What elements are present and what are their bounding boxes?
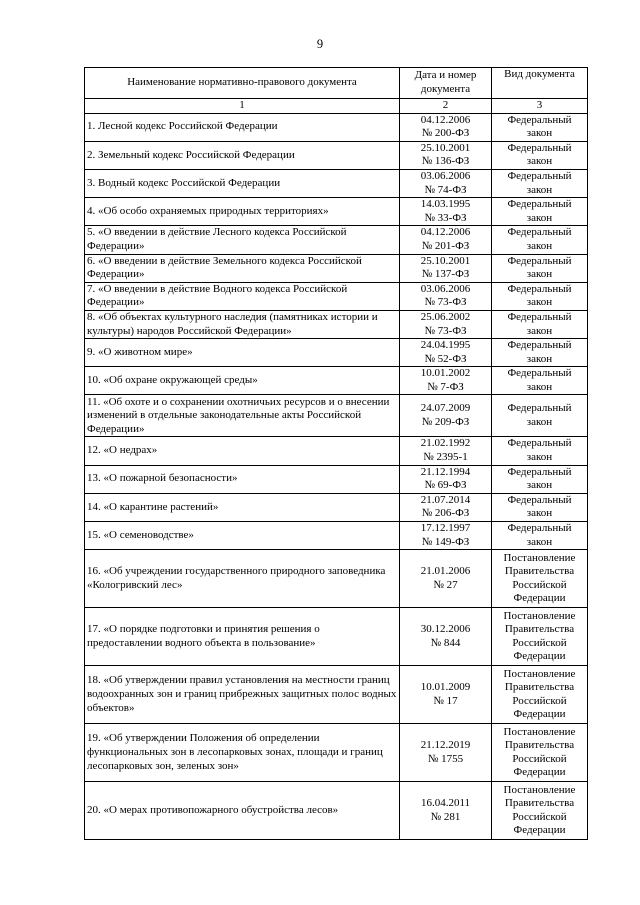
- document-kind: [492, 198, 588, 226]
- table-row: [85, 282, 588, 310]
- document-date: 25.06.2002: [420, 310, 471, 323]
- document-kind-line: закон: [526, 451, 553, 464]
- document-date-number: [400, 310, 492, 338]
- document-name: 12. «О недрах»: [85, 437, 400, 465]
- document-kind: [492, 437, 588, 465]
- document-date-number: [400, 666, 492, 724]
- document-kind-line: Российской: [512, 636, 567, 649]
- table-row: [85, 226, 588, 254]
- document-kind-line: Федерации: [513, 766, 566, 779]
- document-date: 24.04.1995: [420, 339, 471, 352]
- document-kind-line: Федеральный: [507, 113, 572, 126]
- table-row: [85, 437, 588, 465]
- document-date: 04.12.2006: [420, 226, 471, 239]
- document-date: 03.06.2006: [420, 169, 471, 182]
- document-date: 04.12.2006: [420, 113, 471, 126]
- document-date: 10.01.2009: [420, 681, 471, 694]
- document-date-number: [400, 782, 492, 840]
- document-number: № 69-ФЗ: [424, 479, 467, 492]
- document-kind: [492, 608, 588, 666]
- document-date-number: [400, 395, 492, 437]
- document-date: 14.03.1995: [420, 198, 471, 211]
- document-kind-line: закон: [526, 479, 553, 492]
- document-name: 13. «О пожарной безопасности»: [85, 465, 400, 493]
- document-number: № 209-ФЗ: [421, 415, 470, 428]
- header-document-kind: Вид документа: [492, 68, 588, 99]
- document-kind-line: Постановление: [503, 551, 576, 564]
- document-kind-line: Федеральный: [507, 437, 572, 450]
- document-kind-line: закон: [526, 183, 553, 196]
- table-row: [85, 782, 588, 840]
- document-date-number: [400, 608, 492, 666]
- document-date-number: [400, 437, 492, 465]
- document-date-number: [400, 493, 492, 521]
- document-date: 03.06.2006: [420, 282, 471, 295]
- document-kind: [492, 493, 588, 521]
- document-date-number: [400, 724, 492, 782]
- document-kind-line: Федеральный: [507, 522, 572, 535]
- document-name: 17. «О порядке подготовки и принятия решения о предоставлении водного объекта в пользование»: [85, 608, 400, 666]
- document-name: 14. «О карантине растений»: [85, 493, 400, 521]
- table-row: [85, 339, 588, 367]
- document-kind: [492, 367, 588, 395]
- document-kind-line: Правительства: [504, 623, 575, 636]
- document-kind-line: Федеральный: [507, 402, 572, 415]
- document-kind-line: закон: [526, 211, 553, 224]
- document-number: № 52-ФЗ: [424, 352, 467, 365]
- document-number: № 73-ФЗ: [424, 324, 467, 337]
- header-document-name: Наименование нормативно-правового документа: [85, 68, 400, 99]
- document-kind-line: закон: [526, 268, 553, 281]
- document-name: 4. «Об особо охраняемых природных территориях»: [85, 198, 400, 226]
- document-date-number: [400, 367, 492, 395]
- table-row: [85, 493, 588, 521]
- document-number: № 137-ФЗ: [421, 268, 470, 281]
- page-number: 9: [316, 37, 324, 51]
- legal-documents-table: [84, 67, 588, 840]
- document-kind-line: Федеральный: [507, 310, 572, 323]
- document-name: 6. «О введении в действие Земельного кодекса Российской Федерации»: [85, 254, 400, 282]
- table-row: [85, 608, 588, 666]
- document-name: 19. «Об утверждении Положения об определении функциональных зон в лесопарковых зонах, площади и границ лесопарковых зон, зеленых зон»: [85, 724, 400, 782]
- document-kind-line: закон: [526, 352, 553, 365]
- document-name: 7. «О введении в действие Водного кодекса Российской Федерации»: [85, 282, 400, 310]
- document-kind: [492, 339, 588, 367]
- document-kind: [492, 666, 588, 724]
- document-kind-line: Федеральный: [507, 339, 572, 352]
- document-kind: [492, 522, 588, 550]
- table-row: [85, 254, 588, 282]
- document-kind-line: Постановление: [503, 725, 576, 738]
- document-date-number: [400, 169, 492, 197]
- document-kind-line: закон: [526, 239, 553, 252]
- document-kind: [492, 395, 588, 437]
- document-date: 30.12.2006: [420, 623, 471, 636]
- document-number: № 7-ФЗ: [427, 380, 464, 393]
- document-kind-line: Федеральный: [507, 465, 572, 478]
- document-kind-line: закон: [526, 296, 553, 309]
- document-kind-line: Правительства: [504, 739, 575, 752]
- document-kind-line: Российской: [512, 810, 567, 823]
- table-row: [85, 550, 588, 608]
- document-date: 21.02.1992: [420, 437, 471, 450]
- document-date: 21.07.2014: [420, 493, 471, 506]
- document-kind: [492, 141, 588, 169]
- document-number: № 844: [430, 636, 461, 649]
- document-name: 9. «О животном мире»: [85, 339, 400, 367]
- document-kind-line: Российской: [512, 578, 567, 591]
- document-date-number: [400, 282, 492, 310]
- table-row: [85, 465, 588, 493]
- document-kind: [492, 113, 588, 141]
- document-kind: [492, 310, 588, 338]
- document-date: 16.04.2011: [420, 797, 471, 810]
- document-kind: [492, 254, 588, 282]
- document-date-number: [400, 226, 492, 254]
- document-kind-line: Федеральный: [507, 169, 572, 182]
- document-kind: [492, 226, 588, 254]
- document-kind-line: Постановление: [503, 667, 576, 680]
- document-kind-line: Постановление: [503, 609, 576, 622]
- document-kind-line: Правительства: [504, 797, 575, 810]
- document-date-number: [400, 339, 492, 367]
- document-number: № 206-ФЗ: [421, 507, 470, 520]
- document-name: 15. «О семеноводстве»: [85, 522, 400, 550]
- document-kind: [492, 465, 588, 493]
- document-kind-line: закон: [526, 155, 553, 168]
- column-number: 1: [85, 99, 400, 114]
- table-row: [85, 724, 588, 782]
- document-kind: [492, 782, 588, 840]
- document-kind-line: закон: [526, 415, 553, 428]
- table-header-row: [85, 68, 588, 99]
- document-number: № 136-ФЗ: [421, 155, 470, 168]
- table-row: [85, 169, 588, 197]
- document-date-number: [400, 254, 492, 282]
- document-name: 3. Водный кодекс Российской Федерации: [85, 169, 400, 197]
- table-row: [85, 367, 588, 395]
- document-kind-line: закон: [526, 324, 553, 337]
- document-name: 2. Земельный кодекс Российской Федерации: [85, 141, 400, 169]
- document-kind-line: Федерации: [513, 592, 566, 605]
- document-kind-line: Правительства: [504, 565, 575, 578]
- document-name: 11. «Об охоте и о сохранении охотничьих ресурсов и о внесении изменений в отдельные законодательные акты Российской Федерации»: [85, 395, 400, 437]
- table-row: [85, 113, 588, 141]
- document-kind-line: Федеральный: [507, 282, 572, 295]
- document-date: 21.12.1994: [420, 465, 471, 478]
- document-number: № 74-ФЗ: [424, 183, 467, 196]
- document-number: № 17: [433, 694, 458, 707]
- document-kind-line: Федеральный: [507, 198, 572, 211]
- document-name: 8. «Об объектах культурного наследия (памятниках истории и культуры) народов Российской Федерации»: [85, 310, 400, 338]
- table-row: [85, 395, 588, 437]
- table-row: [85, 310, 588, 338]
- document-kind: [492, 550, 588, 608]
- column-number: 3: [492, 99, 588, 114]
- document-name: 1. Лесной кодекс Российской Федерации: [85, 113, 400, 141]
- document-number: № 201-ФЗ: [421, 239, 470, 252]
- document-kind-line: закон: [526, 380, 553, 393]
- document-kind-line: Постановление: [503, 783, 576, 796]
- document-number: № 2395-1: [423, 451, 468, 464]
- header-date-number: Дата и номер документа: [400, 68, 492, 99]
- table-row: [85, 198, 588, 226]
- document-name: 20. «О мерах противопожарного обустройства лесов»: [85, 782, 400, 840]
- document-kind: [492, 169, 588, 197]
- document-number: № 33-ФЗ: [424, 211, 467, 224]
- document-number: № 200-ФЗ: [421, 127, 470, 140]
- document-name: 10. «Об охране окружающей среды»: [85, 367, 400, 395]
- document-number: № 27: [433, 578, 458, 591]
- document-kind-line: Федерации: [513, 650, 566, 663]
- document-number: № 281: [430, 810, 461, 823]
- document-name: 16. «Об учреждении государственного природного заповедника «Кологривский лес»: [85, 550, 400, 608]
- document-kind-line: закон: [526, 535, 553, 548]
- document-kind-line: закон: [526, 507, 553, 520]
- document-date-number: [400, 198, 492, 226]
- table-row: [85, 666, 588, 724]
- document-date: 17.12.1997: [420, 522, 471, 535]
- document-kind-line: Федеральный: [507, 367, 572, 380]
- document-date: 25.10.2001: [420, 254, 471, 267]
- table-row: [85, 141, 588, 169]
- document-number: № 149-ФЗ: [421, 535, 470, 548]
- document-number: № 1755: [427, 752, 464, 765]
- table-row: [85, 522, 588, 550]
- document-kind-line: Федерации: [513, 708, 566, 721]
- document-name: 5. «О введении в действие Лесного кодекса Российской Федерации»: [85, 226, 400, 254]
- document-date-number: [400, 113, 492, 141]
- document-kind-line: Правительства: [504, 681, 575, 694]
- column-number: 2: [400, 99, 492, 114]
- document-date: 24.07.2009: [420, 402, 471, 415]
- column-number-row: [85, 99, 588, 114]
- document-number: № 73-ФЗ: [424, 296, 467, 309]
- document-date-number: [400, 550, 492, 608]
- document-kind-line: Федеральный: [507, 254, 572, 267]
- document-kind-line: Федеральный: [507, 141, 572, 154]
- document-date: 21.12.2019: [420, 739, 471, 752]
- document-kind-line: Российской: [512, 694, 567, 707]
- document-kind: [492, 724, 588, 782]
- document-date: 25.10.2001: [420, 141, 471, 154]
- document-kind: [492, 282, 588, 310]
- document-date: 10.01.2002: [420, 367, 471, 380]
- document-date: 21.01.2006: [420, 565, 471, 578]
- document-kind-line: Федерации: [513, 824, 566, 837]
- document-date-number: [400, 522, 492, 550]
- document-kind-line: Российской: [512, 752, 567, 765]
- document-kind-line: Федеральный: [507, 226, 572, 239]
- document-kind-line: закон: [526, 127, 553, 140]
- document-kind-line: Федеральный: [507, 493, 572, 506]
- document-name: 18. «Об утверждении правил установления на местности границ водоохранных зон и границ прибрежных защитных полос водных объектов»: [85, 666, 400, 724]
- document-date-number: [400, 141, 492, 169]
- document-date-number: [400, 465, 492, 493]
